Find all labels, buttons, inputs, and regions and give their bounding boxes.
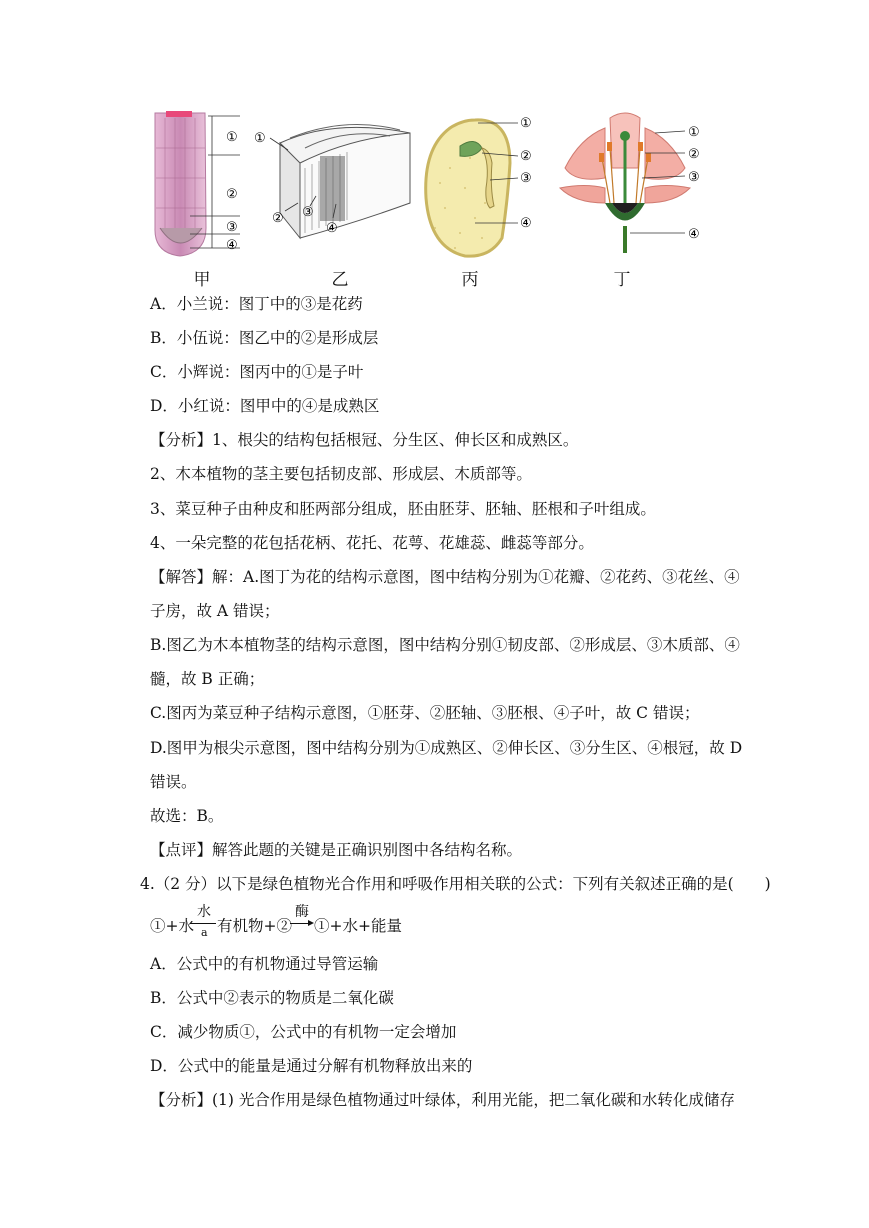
q3-option-b: B．小伍说：图乙中的②是形成层 (150, 329, 379, 347)
q4-option-c: C．减少物质①，公式中的有机物一定会增加 (150, 1023, 457, 1041)
jia-marker-4: ④ (226, 238, 238, 253)
q4-option-a: A．公式中的有机物通过导管运输 (150, 955, 379, 973)
q3-answer-7: 错误。 (150, 773, 197, 791)
q3-option-c: C．小辉说：图丙中的①是子叶 (150, 363, 364, 381)
q3-analysis-1: 【分析】1、根尖的结构包括根冠、分生区、伸长区和成熟区。 (150, 431, 579, 449)
figure-label-ding: 丁 (613, 270, 631, 290)
q3-option-a: A．小兰说：图丁中的③是花药 (150, 295, 363, 313)
bing-marker-2: ② (520, 149, 532, 164)
jia-marker-1: ① (226, 130, 238, 145)
figure-label-yi: 乙 (331, 270, 349, 290)
figure-row (150, 108, 720, 288)
q3-answer-5: C.图丙为菜豆种子结构示意图，①胚芽、②胚轴、③胚根、④子叶，故 C 错误； (150, 704, 700, 722)
q4-option-d: D．公式中的能量是通过分解有机物释放出来的 (150, 1057, 473, 1075)
q3-analysis-3: 3、菜豆种子由种皮和胚两部分组成，胚由胚芽、胚轴、胚根和子叶组成。 (150, 500, 656, 518)
bing-marker-4: ④ (520, 216, 532, 231)
q3-answer-2: 子房，故 A 错误； (150, 602, 280, 620)
yi-marker-1: ① (254, 131, 266, 146)
formula-arrow1-bottom: a (201, 926, 208, 939)
formula-arrow1-top: 水 (197, 904, 211, 920)
jia-marker-3: ③ (226, 220, 238, 235)
q3-answer-6: D.图甲为根尖示意图，图中结构分别为①成熟区、②伸长区、③分生区、④根冠，故 D (150, 739, 743, 757)
q3-answer-8: 故选：B。 (150, 807, 224, 825)
formula-part1: ①+水 (150, 917, 194, 935)
formula-part2: 有机物+② (217, 917, 292, 935)
q3-answer-3: B.图乙为木本植物茎的结构示意图，图中结构分别①韧皮部、②形成层、③木质部、④ (150, 636, 740, 654)
figure-label-jia: 甲 (193, 270, 211, 290)
q3-analysis-4: 4、一朵完整的花包括花柄、花托、花萼、花雄蕊、雌蕊等部分。 (150, 534, 594, 552)
yi-marker-2: ② (272, 211, 284, 226)
bing-marker-3: ③ (520, 171, 532, 186)
q4-analysis: 【分析】(1) 光合作用是绿色植物通过叶绿体，利用光能，把二氧化碳和水转化成储存 (150, 1091, 735, 1109)
q3-answer-4: 髓，故 B 正确； (150, 670, 265, 688)
q3-analysis-2: 2、木本植物的茎主要包括韧皮部、形成层、木质部等。 (150, 465, 532, 483)
bean-seed-figure (420, 108, 550, 263)
q4-stem: 4.（2 分）以下是绿色植物光合作用和呼吸作用相关联的公式：下列有关叙述正确的是( ) (140, 875, 771, 893)
q4-formula (150, 905, 410, 945)
ding-marker-1: ① (688, 125, 700, 140)
formula-arrow2-top: 酶 (295, 904, 309, 920)
bing-marker-1: ① (520, 116, 532, 131)
formula-arrow2 (290, 923, 310, 924)
q4-option-b: B．公式中②表示的物质是二氧化碳 (150, 989, 394, 1007)
ding-marker-3: ③ (688, 170, 700, 185)
jia-marker-2: ② (226, 187, 238, 202)
flower-figure (550, 108, 720, 263)
formula-part3: ①+水+能量 (314, 917, 402, 935)
ding-marker-2: ② (688, 147, 700, 162)
q3-option-d: D．小红说：图甲中的④是成熟区 (150, 397, 380, 415)
formula-arrow1 (190, 923, 216, 924)
yi-marker-4: ④ (326, 221, 338, 236)
yi-marker-3: ③ (302, 205, 314, 220)
q3-answer-1: 【解答】解：A.图丁为花的结构示意图，图中结构分别为①花瓣、②花药、③花丝、④ (150, 568, 740, 586)
q3-comment: 【点评】解答此题的关键是正确识别图中各结构名称。 (150, 841, 523, 859)
figure-label-bing: 丙 (461, 270, 479, 290)
ding-marker-4: ④ (688, 227, 700, 242)
stem-figure (250, 108, 425, 263)
